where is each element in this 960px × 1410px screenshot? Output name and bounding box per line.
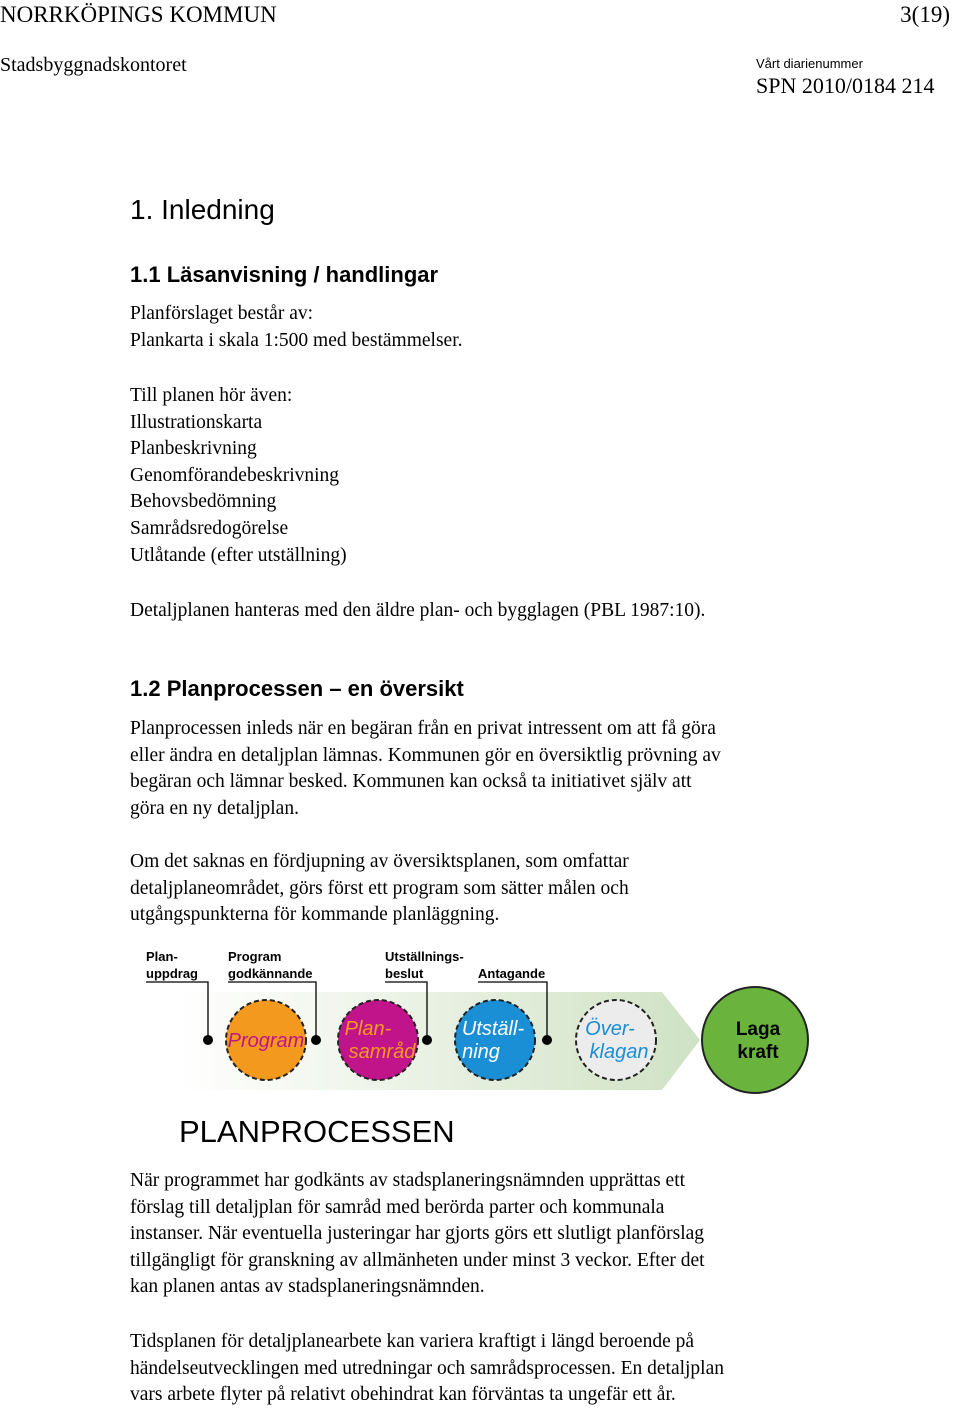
stage-laga-kraft-line2: kraft <box>737 1042 779 1063</box>
paragraph-line: Planprocessen inleds när en begäran från en privat intressent om att få göra <box>130 718 716 739</box>
paragraph-line: förslag till detaljplan för samråd med berörda parter och kommunala <box>130 1196 665 1218</box>
paragraph-line: eller ändra en detaljplan lämnas. Kommunen gör en översiktlig prövning av <box>130 744 721 766</box>
section-1-1-heading: 1.1 Läsanvisning / handlingar <box>130 262 439 287</box>
stage-overklagan-line2: klagan <box>589 1041 649 1063</box>
planprocess-graphic <box>142 944 822 1154</box>
department-name: Stadsbyggnadskontoret <box>0 54 187 76</box>
intro-line: Planförslaget består av: <box>130 303 314 324</box>
milestone-3-line1: Utställnings- <box>385 949 464 964</box>
paragraph-4 <box>130 1329 870 1409</box>
stage-samrad-line1: Plan- <box>344 1018 392 1040</box>
stage-overklagan-circle <box>576 1000 656 1080</box>
document-list <box>130 383 870 569</box>
paragraph-1 <box>130 716 870 822</box>
paragraph-line: Tidsplanen för detaljplanearbete kan variera kraftigt i längd beroende på <box>130 1331 695 1352</box>
paragraph-line: detaljplaneområdet, görs först ett program som sätter målen och <box>130 877 629 899</box>
paragraph-line: tillgängligt för granskning av allmänheten under minst 3 veckor. Efter det <box>130 1249 705 1271</box>
milestone-1-line1: Plan- <box>146 949 178 964</box>
list-item: Genomförandebeskrivning <box>130 464 340 486</box>
paragraph-line: händelseutvecklingen med utredningar och samrådsprocessen. En detaljplan <box>130 1357 725 1379</box>
diarie-number: SPN 2010/0184 214 <box>756 73 935 98</box>
diarie-label: Vårt diarienummer <box>756 56 863 71</box>
intro-line: Plankarta i skala 1:500 med bestämmelser. <box>130 329 463 351</box>
paragraph-2 <box>130 849 870 929</box>
stage-samrad-line2: samråd <box>348 1041 416 1063</box>
section-1-heading: 1. Inledning <box>130 194 275 225</box>
list-item: Samrådsredogörelse <box>130 517 289 539</box>
law-text: Detaljplanen hanteras med den äldre plan- och bygglagen (PBL 1987:10). <box>130 600 706 621</box>
stage-laga-kraft-circle <box>702 987 808 1093</box>
stage-utstallning-circle <box>455 1000 535 1080</box>
paragraph-line: instanser. När eventuella justeringar har gjorts görs ett slutligt planförslag <box>130 1223 705 1245</box>
paragraph-line: begäran och lämnar besked. Kommunen kan också ta initiativet själv att <box>130 771 692 793</box>
stage-utstallning-line1: Utställ- <box>461 1018 525 1040</box>
milestone-3-line2: beslut <box>385 966 424 981</box>
stage-overklagan-line1: Över- <box>585 1018 635 1040</box>
list-item: Illustrationskarta <box>130 411 263 433</box>
paragraph-line: göra en ny detaljplan. <box>130 797 299 819</box>
list-item: Behovsbedömning <box>130 491 277 513</box>
list-item: Planbeskrivning <box>130 438 257 460</box>
paragraph-line: vars arbete flyter på relativt obehindrat kan förväntas ta ungefär ett år. <box>130 1384 676 1406</box>
milestone-1-line2: uppdrag <box>146 966 198 981</box>
diagram-title: PLANPROCESSEN <box>179 1114 455 1149</box>
milestone-4-dot <box>542 1035 552 1045</box>
planprocess-diagram <box>142 944 822 1154</box>
stage-program-label: Program <box>227 1030 305 1052</box>
section-1-1-intro <box>130 301 870 354</box>
paragraph-3 <box>130 1168 870 1301</box>
paragraph-line: Om det saknas en fördjupning av översiktsplanen, som omfattar <box>130 851 629 872</box>
milestone-4-label: Antagande <box>478 966 546 981</box>
list-item: Till planen hör även: <box>130 385 293 406</box>
paragraph-line: När programmet har godkänts av stadsplaneringsnämnden upprättas ett <box>130 1170 686 1191</box>
org-name: NORRKÖPINGS KOMMUN <box>0 2 277 27</box>
milestone-2-dot <box>311 1035 321 1045</box>
milestone-2-line2: godkännande <box>228 966 313 981</box>
milestone-2-line1: Program <box>228 949 282 964</box>
section-1-2-heading: 1.2 Planprocessen – en översikt <box>130 676 464 701</box>
stage-laga-kraft-line1: Laga <box>735 1019 781 1040</box>
law-paragraph <box>130 598 870 625</box>
paragraph-line: utgångspunkterna för kommande planläggning. <box>130 904 500 926</box>
paragraph-line: kan planen antas av stadsplaneringsnämnden. <box>130 1276 485 1298</box>
stage-samrad-circle <box>338 1000 418 1080</box>
milestone-1-dot <box>203 1035 213 1045</box>
page-number: 3(19) <box>900 2 950 27</box>
stage-utstallning-line2: ning <box>462 1041 500 1063</box>
list-item: Utlåtande (efter utställning) <box>130 544 347 566</box>
milestone-3-dot <box>422 1035 432 1045</box>
